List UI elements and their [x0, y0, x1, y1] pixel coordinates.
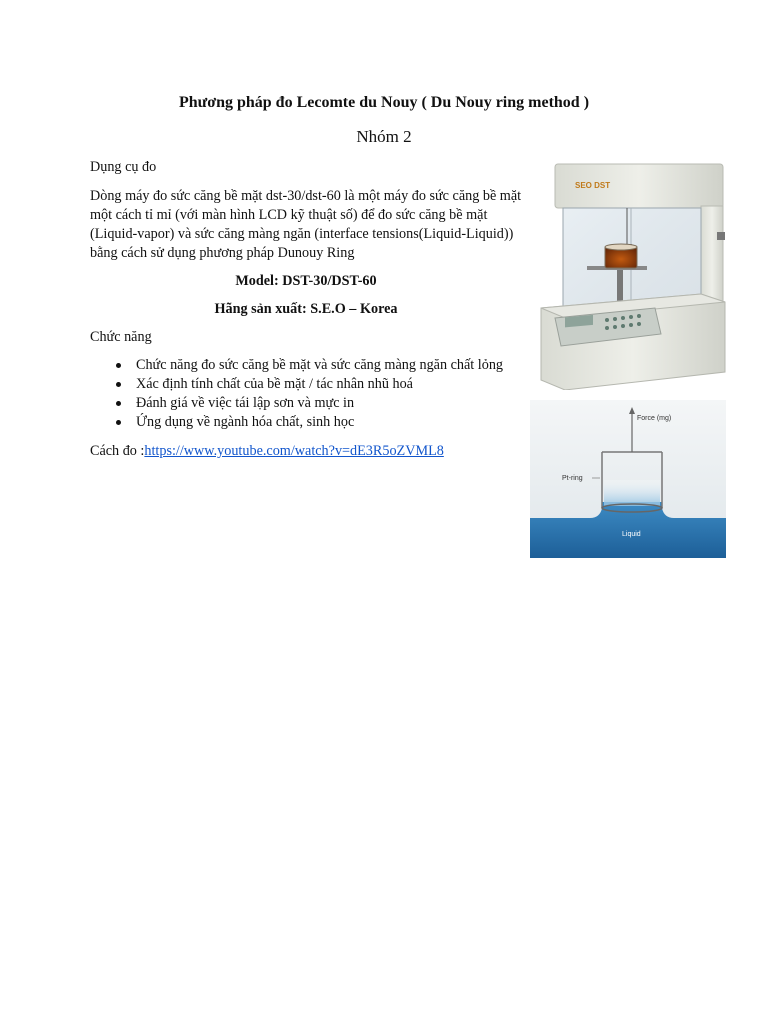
document-subtitle: Nhóm 2	[356, 127, 412, 146]
ring-method-diagram	[530, 400, 726, 558]
list-item: Đánh giá về việc tái lập sơn và mực in	[136, 394, 522, 413]
list-item: Chức năng đo sức căng bề mặt và sức căng màng ngăn chất lỏng	[136, 356, 522, 375]
pt-ring-label: Pt-ring	[562, 475, 583, 482]
list-item: Xác định tính chất của bề mặt / tác nhân nhũ hoá	[136, 375, 522, 394]
method-label: Cách đo :	[90, 443, 145, 459]
instrument-description: Dòng máy đo sức căng bề mặt dst-30/dst-60 là một máy đo sức căng bề mặt một cách tỉ mỉ (với màn hình LCD kỹ thuật số) để đo sức căng bề mặt (Liquid-vapor) và sức căng màng ngăn (interface tensions(Liquid-Liquid)) bằng cách sử dụng phương pháp Dunouy Ring	[90, 188, 522, 261]
force-label: Force (mg)	[637, 415, 672, 422]
manufacturer-line: Hãng sản xuất: S.E.O – Korea	[214, 301, 398, 317]
functions-label: Chức năng	[90, 329, 152, 345]
liquid-label: Liquid	[622, 531, 641, 538]
functions-list	[90, 356, 522, 432]
list-item: Ứng dụng về ngành hóa chất, sinh học	[136, 413, 522, 432]
model-line: Model: DST-30/DST-60	[235, 273, 377, 289]
method-line	[90, 442, 522, 461]
document-title: Phương pháp đo Lecomte du Nouy ( Du Nouy ring method )	[178, 94, 590, 111]
instrument-photo	[535, 158, 732, 390]
method-video-link[interactable]: https://www.youtube.com/watch?v=dE3R5oZVML8	[144, 443, 444, 459]
instrument-brand-label: SEO DST	[575, 181, 611, 190]
tools-label: Dụng cụ đo	[90, 159, 157, 175]
main-text-column	[90, 158, 522, 461]
